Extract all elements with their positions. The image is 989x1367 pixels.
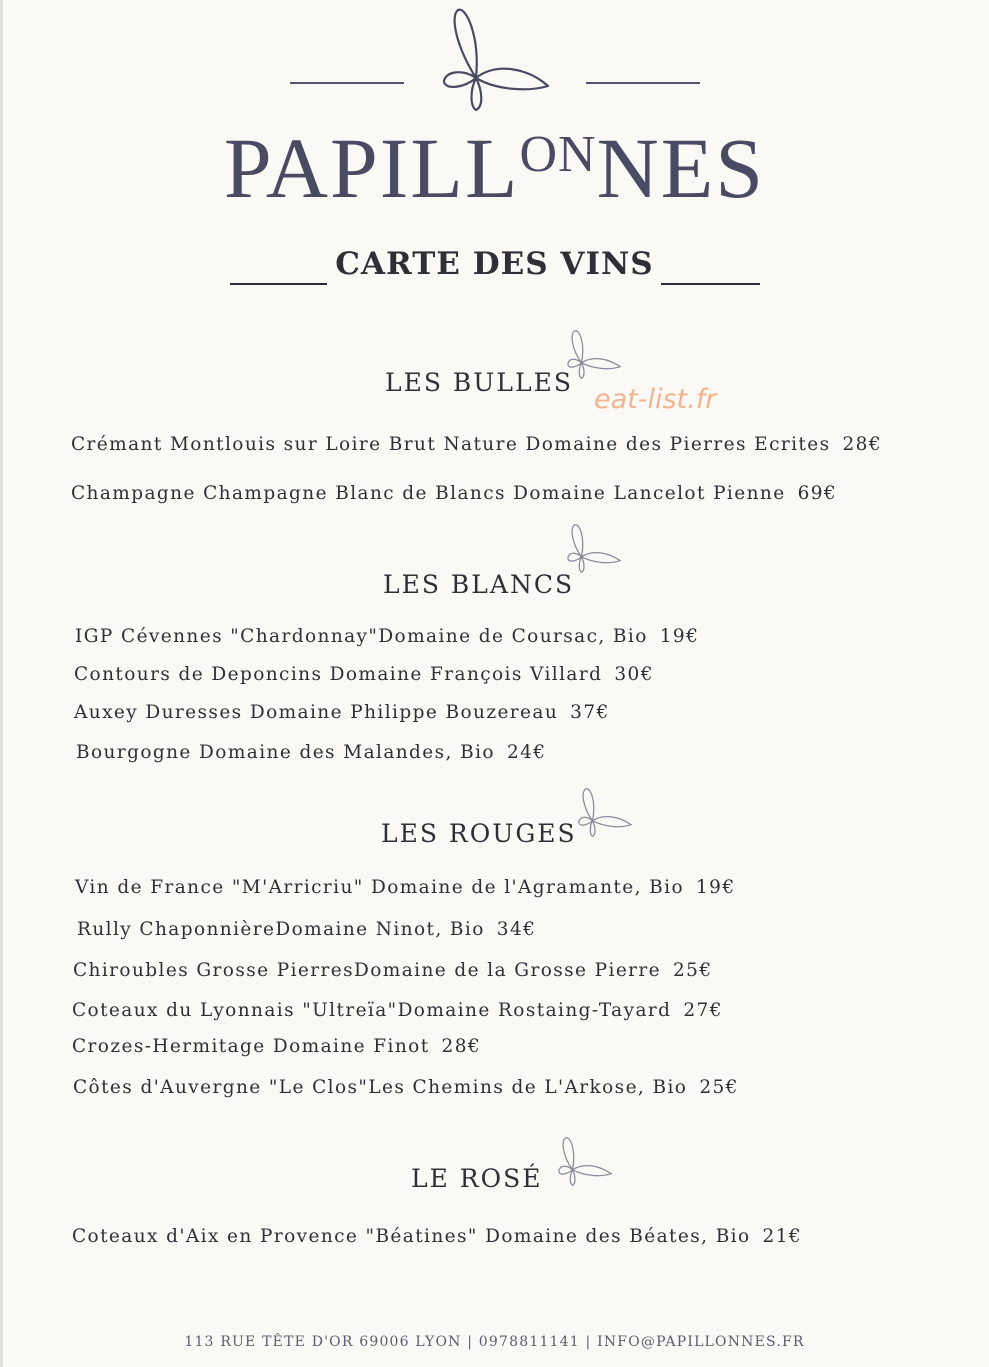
wine-price: 28€ <box>842 434 882 455</box>
wine-price: 25€ <box>673 960 713 981</box>
wine-item <box>72 1000 723 1021</box>
wine-name: Rully ChaponnièreDomaine Ninot, Bio <box>77 919 485 940</box>
wine-item <box>74 702 610 723</box>
brand-title <box>0 118 989 218</box>
wine-item <box>75 626 699 647</box>
wine-price: 19€ <box>659 626 700 647</box>
wine-name: Crémant Montlouis sur Loire Brut Nature Domaine des Pierres Ecrites <box>71 434 831 455</box>
wine-item <box>73 1077 739 1098</box>
wine-item <box>72 1036 481 1057</box>
wine-item <box>76 742 546 763</box>
watermark-text: eat-list.fr <box>594 384 717 415</box>
wine-name: Coteaux d'Aix en Provence "Béatines" Domaine des Béates, Bio <box>72 1226 751 1247</box>
wine-name: Crozes-Hermitage Domaine Finot <box>72 1036 430 1057</box>
section-title-rose: LE ROSÉ <box>411 1164 543 1193</box>
wine-price: 21€ <box>762 1226 803 1247</box>
wine-price: 19€ <box>696 877 736 898</box>
subtitle-rule-left <box>230 283 327 285</box>
wine-price: 27€ <box>683 1000 723 1021</box>
wine-price: 30€ <box>614 664 654 685</box>
section-title-bulles: LES BULLES <box>385 368 573 397</box>
butterfly-icon <box>566 328 624 386</box>
wine-item <box>75 877 736 898</box>
wine-name: Coteaux du Lyonnais "Ultreïa"Domaine Rostaing-Tayard <box>72 1000 672 1021</box>
wine-name: Vin de France "M'Arricriu" Domaine de l'Agramante, Bio <box>75 877 684 898</box>
wine-name: Bourgogne Domaine des Malandes, Bio <box>76 742 495 763</box>
wine-price: 28€ <box>441 1036 482 1057</box>
menu-subtitle: CARTE DES VINS <box>335 246 654 282</box>
logo-rule-left <box>290 82 404 84</box>
wine-item <box>72 1226 802 1247</box>
section-title-blancs: LES BLANCS <box>383 570 575 599</box>
wine-name: Chiroubles Grosse PierresDomaine de la Grosse Pierre <box>73 960 662 981</box>
wine-price: 24€ <box>506 742 547 763</box>
brand-end: NES <box>596 120 766 216</box>
butterfly-icon <box>557 1135 615 1193</box>
subtitle-rule-right <box>661 283 760 285</box>
wine-item <box>71 434 882 455</box>
wine-item <box>77 919 536 940</box>
wine-name: Auxey Duresses Domaine Philippe Bouzereau <box>74 702 559 723</box>
wine-name: IGP Cévennes "Chardonnay"Domaine de Coursac, Bio <box>75 626 648 647</box>
brand-small-letters: ON <box>519 126 597 183</box>
butterfly-icon <box>566 522 624 580</box>
wine-price: 69€ <box>797 483 838 504</box>
brand-main: PAPILL <box>223 120 520 216</box>
wine-item <box>74 664 654 685</box>
butterfly-logo-icon <box>436 6 556 114</box>
wine-name: Contours de Deponcins Domaine François Villard <box>74 664 603 685</box>
wine-name: Champagne Champagne Blanc de Blancs Domaine Lancelot Pienne <box>71 483 786 504</box>
logo-rule-right <box>586 82 700 84</box>
wine-item <box>71 483 837 504</box>
wine-item <box>73 960 713 981</box>
wine-price: 34€ <box>496 919 537 940</box>
butterfly-icon <box>577 786 635 844</box>
section-title-rouges: LES ROUGES <box>381 819 577 848</box>
wine-price: 25€ <box>699 1077 739 1098</box>
wine-name: Côtes d'Auvergne "Le Clos"Les Chemins de L'Arkose, Bio <box>73 1077 688 1098</box>
footer-contact: 113 RUE TÊTE D'OR 69006 LYON | 0978811141 | INFO@PAPILLONNES.FR <box>184 1334 805 1350</box>
wine-price: 37€ <box>570 702 610 723</box>
